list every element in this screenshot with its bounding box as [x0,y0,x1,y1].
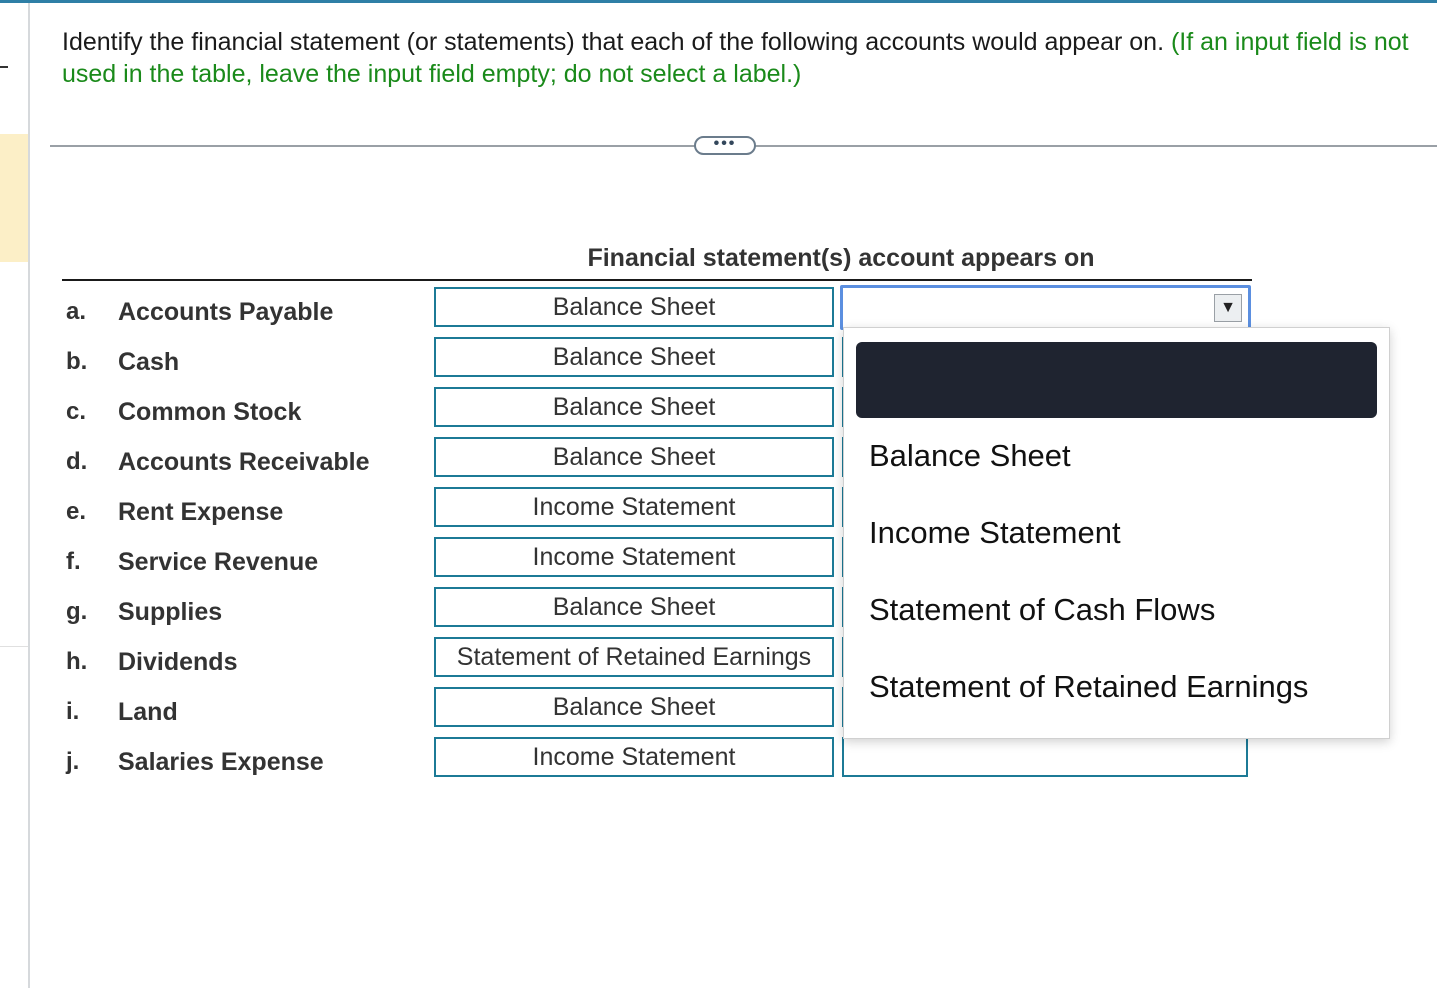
statement-select-1[interactable]: Income Statement [434,737,834,777]
row-letter: d. [66,448,88,475]
row-letter: i. [66,698,80,725]
row-letter: f. [66,548,81,575]
column-header: Financial statement(s) account appears on [587,244,1095,272]
statement-select-active[interactable] [840,285,1251,330]
statement-select-2[interactable] [842,737,1248,777]
row-letter: g. [66,598,88,625]
account-name: Salaries Expense [118,748,324,776]
account-name: Accounts Receivable [118,448,370,476]
account-name: Land [118,698,178,726]
statement-select-1[interactable]: Balance Sheet [434,587,834,627]
dropdown-option-blank[interactable] [856,342,1377,418]
statement-select-1[interactable]: Balance Sheet [434,337,834,377]
account-name: Accounts Payable [118,298,334,326]
account-name: Dividends [118,648,238,676]
statement-select-1[interactable]: Balance Sheet [434,687,834,727]
dropdown-menu [843,327,1390,739]
account-name: Service Revenue [118,548,319,576]
left-margin-line [28,3,30,988]
account-name: Common Stock [118,398,302,426]
expand-more-button[interactable]: ••• [694,136,756,155]
top-accent-bar [0,0,1437,3]
question-hint: (If an input field is not used in the table, leave the input field empty; do not select a label.) [62,28,1409,88]
statement-select-1[interactable]: Balance Sheet [434,387,834,427]
left-margin-highlight [0,134,28,262]
dropdown-option[interactable]: Statement of Cash Flows [869,592,1216,627]
row-letter: b. [66,348,88,375]
account-name: Rent Expense [118,498,284,526]
dropdown-arrow-icon[interactable]: ▼ [1214,294,1242,322]
question-prompt [62,26,1432,90]
dropdown-option[interactable]: Income Statement [869,515,1121,550]
row-letter: j. [66,748,80,775]
dropdown-option[interactable]: Balance Sheet [869,438,1071,473]
account-name: Supplies [118,598,223,626]
row-letter: e. [66,498,87,525]
header-rule [62,279,1252,281]
row-letter: a. [66,298,87,325]
left-margin-tick [0,66,8,68]
account-name: Cash [118,348,180,376]
statement-select-1[interactable]: Income Statement [434,537,834,577]
statement-select-1[interactable]: Balance Sheet [434,287,834,327]
row-letter: c. [66,398,87,425]
statement-select-1[interactable]: Balance Sheet [434,437,834,477]
question-text: Identify the financial statement (or statements) that each of the following accounts would appear on. [62,28,1165,56]
row-letter: h. [66,648,88,675]
left-margin-divider [0,646,28,647]
statement-select-1[interactable]: Income Statement [434,487,834,527]
statement-select-1[interactable]: Statement of Retained Earnings [434,637,834,677]
dropdown-option[interactable]: Statement of Retained Earnings [869,669,1309,704]
